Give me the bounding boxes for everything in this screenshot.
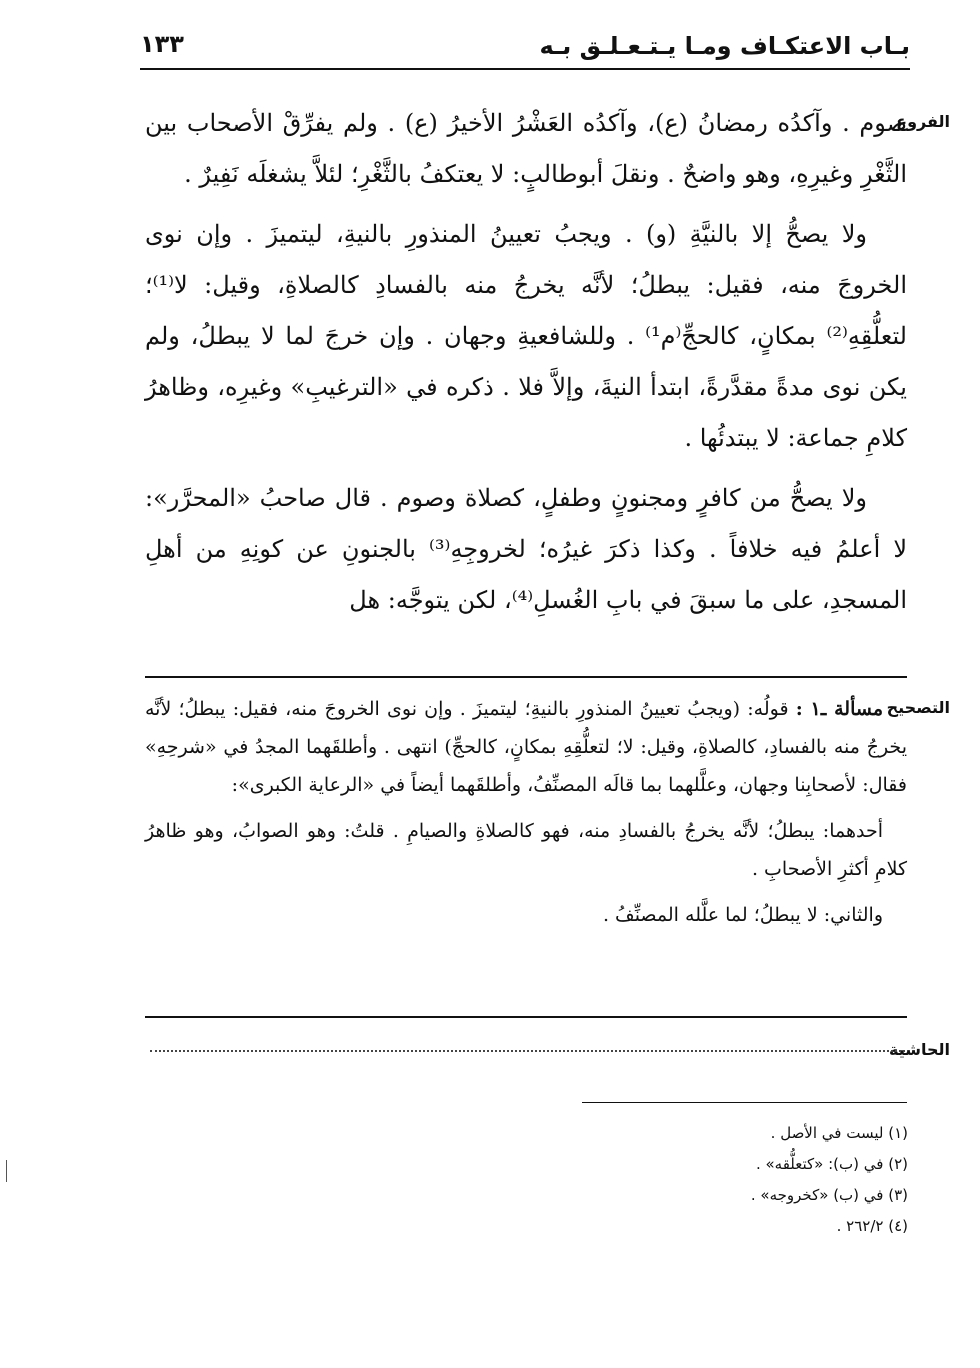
margin-mark <box>6 1160 7 1182</box>
page-header <box>140 28 910 70</box>
footnote-2: (٢) في (ب): «كتعلُّقه» . <box>755 1155 908 1173</box>
page-number: ١٣٣ <box>140 30 184 58</box>
main-paragraph-1: صوم . وآكدُه رمضانُ (ع)، وآكدُه العَشْرُ الأخيرُ (ع) . ولم يفرِّقْ الأصحاب بين الثَّغْرِ وغيرِهِ، وهو واضحٌ . ونقلَ أبوطالبٍ: لا يعتكفُ بالثَّغْرِ؛ لئلاَّ يشغلَه نَفِيرٌ . <box>145 109 907 188</box>
tashih-paragraph-3: والثاني: لا يبطلُ؛ لما علَّله المصنِّفُ . <box>602 904 883 926</box>
masala-heading: مسألة ـ١ : <box>795 698 883 720</box>
tashih-paragraph-2: أحدهما: يبطلُ؛ لأنَّه يخرجُ بالفسادِ منه، فهو كالصلاةِ والصيامِ . قلتُ: وهو الصوابُ، وهو ظاهرُ كلامِ أكثرِ الأصحابِ . <box>145 820 907 880</box>
main-text <box>145 98 907 635</box>
section-divider <box>145 676 907 678</box>
tashih-paragraph-1 <box>145 690 907 804</box>
footnote-3: (٣) في (ب) «كخروجه» . <box>750 1186 908 1204</box>
section-divider-2 <box>145 1016 907 1018</box>
hashiya-dotted-line <box>150 1050 905 1052</box>
footnotes <box>508 1118 908 1242</box>
label-furu: الفروع <box>896 112 950 131</box>
tashih-text <box>145 690 907 942</box>
label-hashiya: الحاشية <box>889 1040 950 1059</box>
footnote-1: (١) ليست في الأصل . <box>770 1124 908 1142</box>
main-paragraph-3: ولا يصحُّ من كافرٍ ومجنونٍ وطفلٍ، كصلاة وصوم . قال صاحبُ «المحرَّر»: لا أعلمُ فيه خلافاً . وكذا ذكرَ غيرُه؛ لخروجِهِ⁽³⁾ بالجنونِ عن كونِهِ من أهلِ المسجدِ، على ما سبقَ في بابِ الغُسلِ⁽⁴⁾، لكن يتوجَّه: هل <box>145 484 908 614</box>
tashih-first-text: قولُه: (ويجبُ تعيينُ المنذورِ بالنيةِ؛ ليتميزَ . وإن نوى الخروجَ منه، فقيل: يبطلُ؛ لأنَّه يخرجُ منه بالفسادِ، كالصلاةِ، وقيل: لا؛ لتعلُّقِهِ بمكانٍ، كالحجِّ) انتهى . وأطلقَهما المجدُ في «شرحِهِ» فقال: لأصحابِنا وجهان، وعلَّلهما بما قالَه المصنِّفُ، وأطلقَهما أيضاً في «الرعاية الكبرى»: <box>145 698 907 796</box>
footnote-4: (٤) ٢٦٢/٢ . <box>836 1217 908 1235</box>
main-paragraph-2: ولا يصحُّ إلا بالنيَّةِ (و) . ويجبُ تعيينُ المنذورِ بالنيةِ، ليتميزَ . وإن نوى الخروجَ منه، فقيل: يبطلُ؛ لأنَّه يخرجُ منه بالفسادِ كالصلاةِ، وقيل: لا⁽¹⁾؛ لتعلُّقِهِ⁽²⁾ بمكانٍ، كالحجِّ⁽م¹⁾ . وللشافعيةِ وجهان . وإن خرجَ لما لا يبطلُ، ولم يكن نوى مدةً مقدَّرةً، ابتدأ النيةَ، وإلاَّ فلا . ذكره في «الترغيبِ» وغيرِه، وظاهرُ كلامِ جماعة: لا يبتدئُها . <box>145 220 907 452</box>
footnote-separator <box>582 1102 907 1103</box>
running-title: بـاب الاعتكـاف ومـا يـتـعـلـق بـه <box>539 32 910 60</box>
label-tashih: التصحيح <box>886 698 950 717</box>
